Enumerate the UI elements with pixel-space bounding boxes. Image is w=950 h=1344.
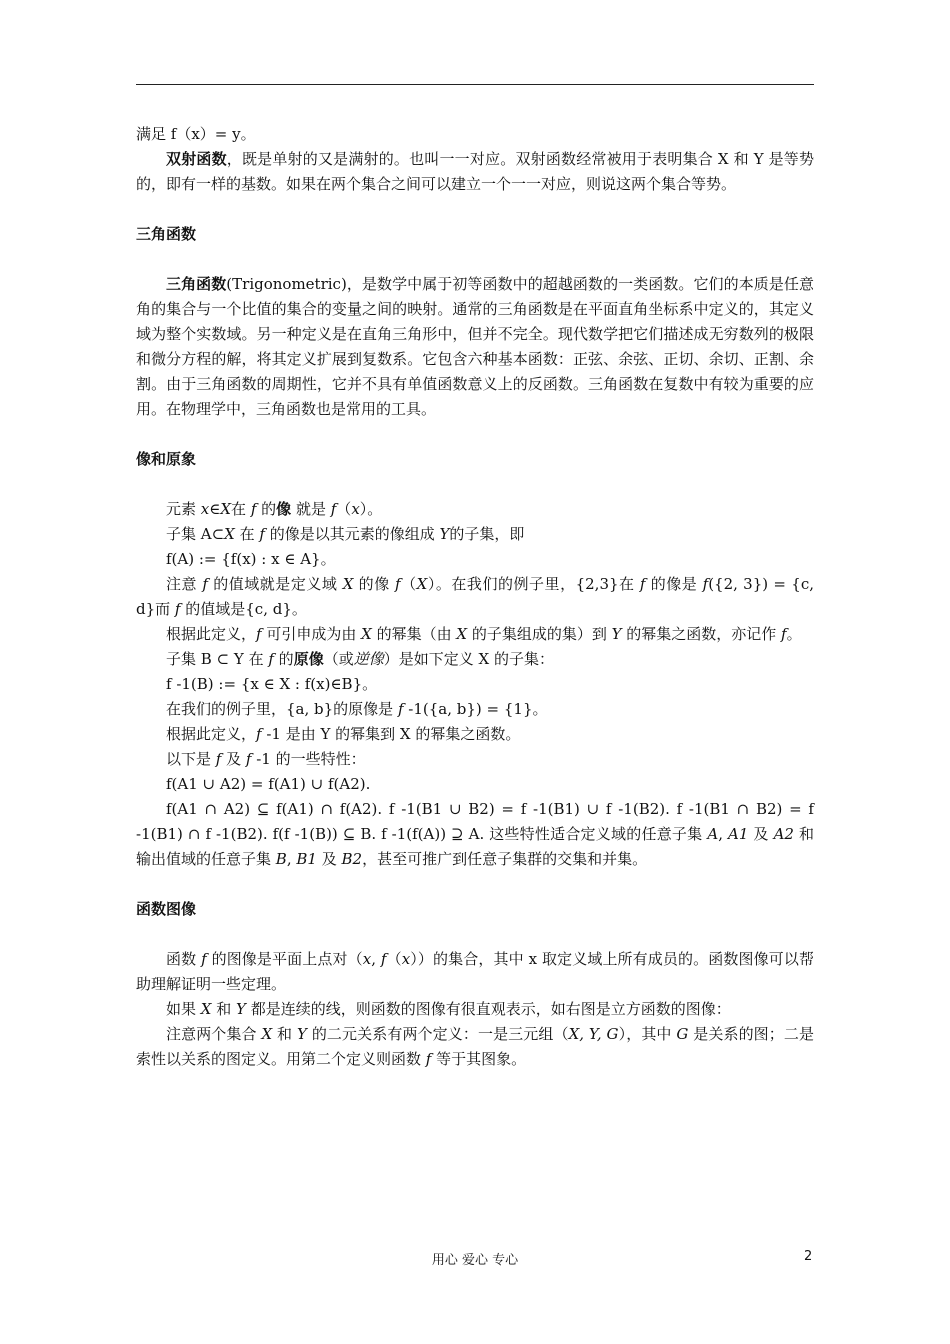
paragraph-graph-def: 函数 f 的图像是平面上点对（x, f（x））的集合，其中 x 取定义域上所有成员的。函数图像可以帮助理解证明一些定理。	[136, 950, 814, 993]
paragraph-relation-def: 注意两个集合 X 和 Y 的二元关系有两个定义：一是三元组（X, Y, G），其中 G 是关系的图；二是索性以关系的图定义。用第二个定义则函数 f 等于其图象。	[136, 1025, 814, 1068]
formula-union: f(A1 ∪ A2) = f(A1) ∪ f(A2).	[166, 775, 371, 793]
header-rule	[136, 84, 814, 85]
section-heading-graph: 函数图像	[136, 900, 197, 918]
section-heading-image: 像和原象	[136, 450, 197, 468]
paragraph-surjection-end: 满足 f（x）= y。	[136, 125, 256, 143]
line-properties-intro: 以下是 f 及 f -1 的一些特性：	[166, 750, 366, 768]
section-heading-trig: 三角函数	[136, 225, 197, 243]
term-trig: 三角函数	[166, 275, 227, 293]
paragraph-bijection: 双射函数，既是单射的又是满射的。也叫一一对应。双射函数经常被用于表明集合 X 和 Y 是等势的，即有一样的基数。如果在两个集合之间可以建立一个一一对应，则说这两个集合等势。	[136, 150, 814, 193]
term-bijection: 双射函数	[166, 150, 227, 168]
line-preimage-function: 根据此定义，f -1 是由 Y 的幂集到 X 的幂集之函数。	[166, 725, 521, 743]
formula-image-set: f(A) := {f(x) : x ∈ A}。	[166, 550, 336, 568]
page-number: 2	[804, 1249, 813, 1264]
line-subset-image: 子集 A⊂X 在 f 的像是以其元素的像组成 Y的子集，即	[166, 525, 525, 543]
line-preimage-def: 子集 B ⊂ Y 在 f 的原像（或逆像）是如下定义 X 的子集：	[166, 650, 554, 668]
line-powerset: 根据此定义，f 可引申成为由 X 的幂集（由 X 的子集组成的集）到 Y 的幂集之函数，亦记作 f。	[166, 625, 802, 643]
paragraph-trig: 三角函数(Trigonometric)，是数学中属于初等函数中的超越函数的一类函数。它们的本质是任意角的集合与一个比值的集合的变量之间的映射。通常的三角函数是在平面直角坐标系中定义的，其定义域为整个实数域。另一种定义是在直角三角形中，但并不完全。现代数学把它们描述成无穷数列的极限和微分方程的解，将其定义扩展到复数系。它包含六种基本函数：正弦、余弦、正切、余切、正割、余割。由于三角函数的周期性，它并不具有单值函数意义上的反函数。三角函数在复数中有较为重要的应用。在物理学中，三角函数也是常用的工具。	[136, 275, 814, 418]
footer-motto: 用心 爱心 专心	[431, 1253, 519, 1268]
line-preimage-example: 在我们的例子里，{a, b}的原像是 f -1({a, b}) = {1}。	[166, 700, 548, 718]
formula-preimage-set: f -1(B) := {x ∈ X : f(x)∈B}。	[166, 675, 378, 693]
term-image: 像	[276, 500, 292, 518]
document-body	[136, 122, 814, 1072]
line-continuous: 如果 X 和 Y 都是连续的线，则函数的图像有很直观表示，如右图是立方函数的图像：	[166, 1000, 731, 1018]
line-range-note: 注意 f 的值域就是定义域 X 的像 f（X）。在我们的例子里，{2,3}在 f 的像是 f({2, 3}) = {c, d}而 f 的值域是{c, d}。	[136, 575, 814, 618]
line-image-def: 元素 x∈X在 f 的像 就是 f（x）。	[166, 500, 383, 518]
term-preimage: 原像	[293, 650, 324, 668]
paragraph-properties: f(A1 ∩ A2) ⊆ f(A1) ∩ f(A2). f -1(B1 ∪ B2) = f -1(B1) ∪ f -1(B2). f -1(B1 ∩ B2) = f -1(B1) ∩ f -1(B2). f(f -1(B)) ⊆ B. f -1(f(A)) ⊇ A. 这些特性适合定义域的任意子集 A, A1 及 A2 和输出值域的任意子集 B, B1 及 B2，甚至可推广到任意子集群的交集和并集。	[136, 800, 814, 868]
